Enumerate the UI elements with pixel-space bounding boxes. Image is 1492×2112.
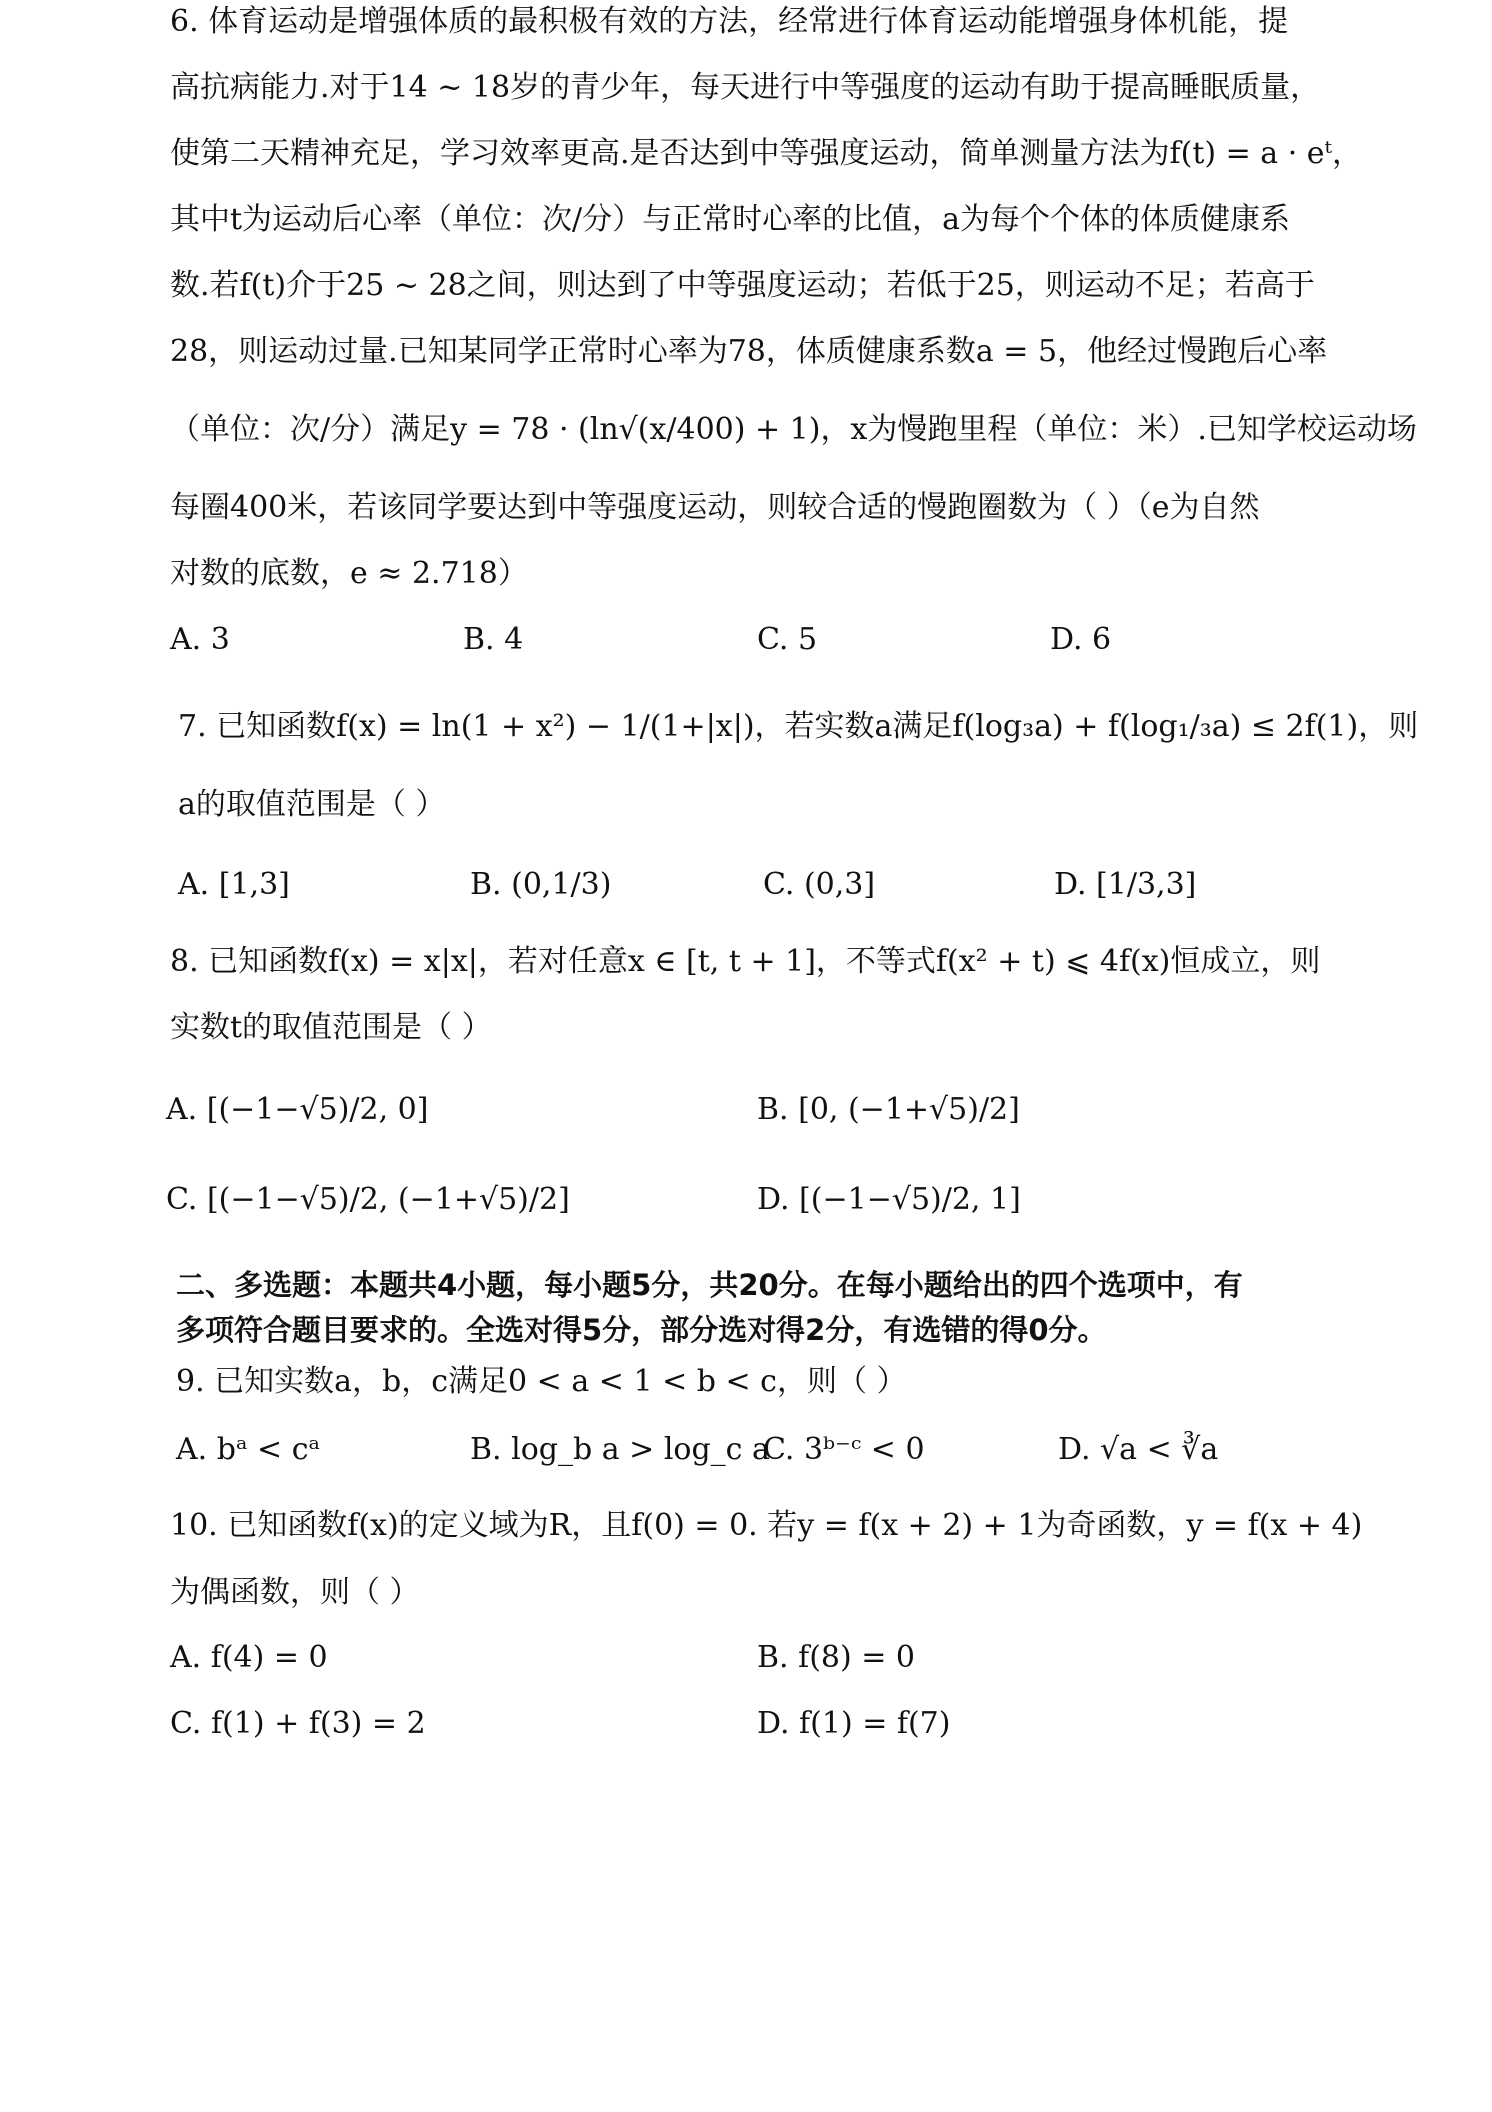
q6-line-1: 6. 体育运动是增强体质的最积极有效的方法，经常进行体育运动能增强身体机能，提 (170, 4, 1289, 39)
q9-stem: 9. 已知实数a，b，c满足0 < a < 1 < b < c，则（ ） (176, 1364, 907, 1399)
q6-line-5: 数.若f(t)介于25 ~ 28之间，则达到了中等强度运动；若低于25，则运动不足；若高于 (170, 268, 1315, 303)
q8-option-d: D. [(−1−√5)/2, 1] (757, 1182, 1021, 1217)
section-2-line-1: 二、多选题：本题共4小题，每小题5分，共20分。在每小题给出的四个选项中，有 (176, 1268, 1243, 1302)
q9-option-c: C. 3ᵇ⁻ᶜ < 0 (763, 1432, 925, 1467)
q7-option-d: D. [1/3,3] (1054, 867, 1197, 902)
q10-option-c: C. f(1) + f(3) = 2 (170, 1706, 426, 1741)
q6-line-3: 使第二天精神充足，学习效率更高.是否达到中等强度运动，简单测量方法为f(t) = a · eᵗ， (170, 136, 1362, 171)
q10-option-b: B. f(8) = 0 (757, 1640, 916, 1675)
q6-line-7: （单位：次/分）满足y = 78 · (ln√(x/400) + 1)，x为慢跑里程（单位：米）.已知学校运动场 (170, 412, 1417, 447)
q9-option-d: D. √a < ∛a (1058, 1432, 1219, 1467)
q6-line-4: 其中t为运动后心率（单位：次/分）与正常时心率的比值，a为每个个体的体质健康系 (170, 202, 1291, 237)
q7-option-b: B. (0,1/3) (470, 867, 612, 902)
q6-line-9: 对数的底数，e ≈ 2.718） (170, 556, 528, 591)
q10-line-2: 为偶函数，则（ ） (170, 1575, 420, 1610)
q6-line-6: 28，则运动过量.已知某同学正常时心率为78，体质健康系数a = 5，他经过慢跑后心率 (170, 334, 1328, 369)
q6-option-c: C. 5 (757, 622, 818, 657)
q6-option-d: D. 6 (1050, 622, 1112, 657)
q6-option-b: B. 4 (463, 622, 524, 657)
q8-option-c: C. [(−1−√5)/2, (−1+√5)/2] (166, 1182, 570, 1217)
q10-line-1: 10. 已知函数f(x)的定义域为R，且f(0) = 0. 若y = f(x + 2) + 1为奇函数，y = f(x + 4) (170, 1508, 1363, 1543)
q9-option-b: B. log_b a > log_c a (470, 1432, 770, 1467)
q10-option-a: A. f(4) = 0 (170, 1640, 328, 1675)
q9-option-a: A. bᵃ < cᵃ (176, 1432, 321, 1467)
q8-option-a: A. [(−1−√5)/2, 0] (166, 1092, 429, 1127)
q6-line-8: 每圈400米，若该同学要达到中等强度运动，则较合适的慢跑圈数为（ ）（e为自然 (170, 490, 1260, 525)
q7-line-1: 7. 已知函数f(x) = ln(1 + x²) − 1/(1+|x|)，若实数a满足f(log₃a) + f(log₁/₃a) ≤ 2f(1)，则 (178, 709, 1419, 744)
q8-line-2: 实数t的取值范围是（ ） (170, 1010, 492, 1045)
section-2-line-2: 多项符合题目要求的。全选对得5分，部分选对得2分，有选错的得0分。 (176, 1313, 1107, 1347)
q8-line-1: 8. 已知函数f(x) = x|x|，若对任意x ∈ [t, t + 1]，不等式f(x² + t) ⩽ 4f(x)恒成立，则 (170, 944, 1321, 979)
q8-option-b: B. [0, (−1+√5)/2] (757, 1092, 1020, 1127)
q7-option-a: A. [1,3] (178, 867, 290, 902)
q6-line-2: 高抗病能力.对于14 ~ 18岁的青少年，每天进行中等强度的运动有助于提高睡眠质量， (170, 70, 1321, 105)
q10-option-d: D. f(1) = f(7) (757, 1706, 951, 1741)
q6-option-a: A. 3 (170, 622, 230, 657)
q7-line-2: a的取值范围是（ ） (178, 787, 446, 822)
q7-option-c: C. (0,3] (763, 867, 876, 902)
